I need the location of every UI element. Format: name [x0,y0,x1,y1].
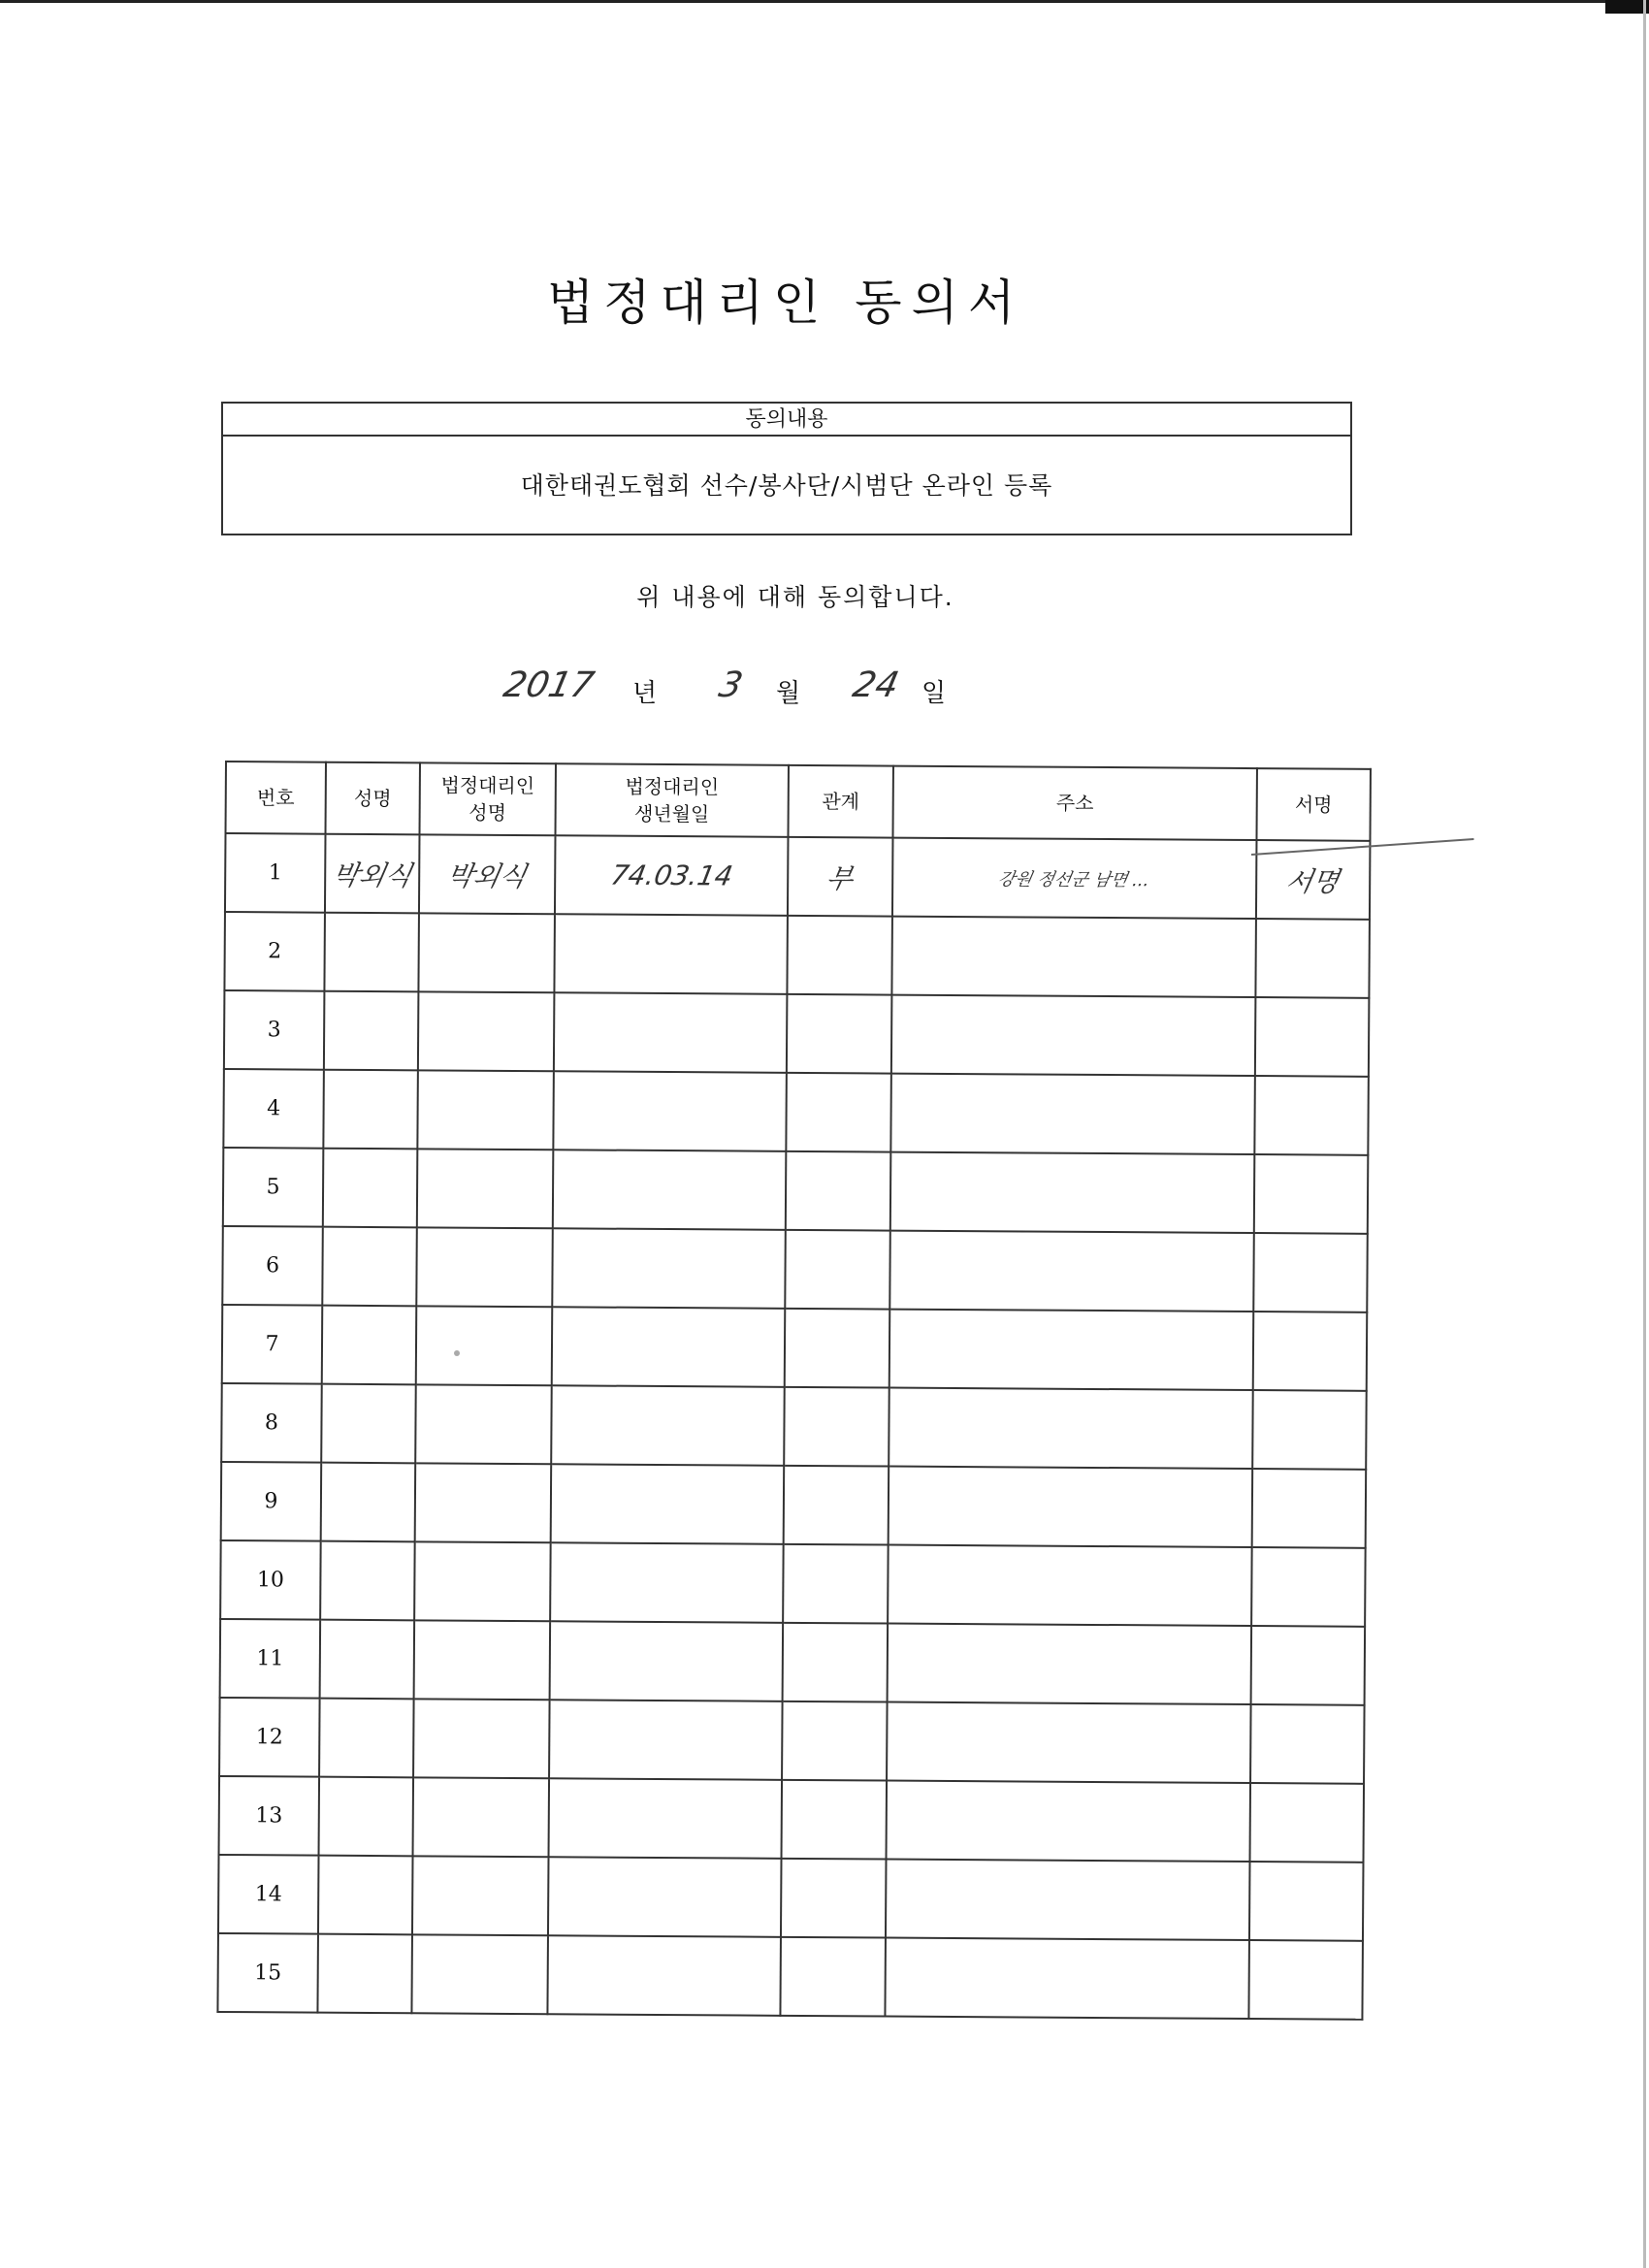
cell-signature [1255,919,1370,998]
cell-guardian-birth [549,1700,783,1780]
cell-guardian-birth [551,1385,785,1466]
table-row [217,1933,1363,2020]
cell-guardian-birth [550,1621,784,1701]
cell-guardian-birth [553,1150,787,1230]
cell-signature [1251,1626,1366,1705]
header-guardian-birth-line2: 생년월일 [633,801,710,826]
cell-guardian-birth [547,1935,781,2016]
cell-name [318,1856,413,1935]
scan-speck [454,1350,460,1356]
cell-relation [784,1387,889,1467]
cell-signature [1252,1469,1367,1548]
date-day: 24 [849,665,903,705]
cell-name [319,1777,414,1857]
cell-no: 5 [223,1148,324,1227]
cell-guardian-name-text: 박외식 [444,859,530,892]
cell-name [322,1306,417,1385]
cell-signature [1252,1390,1367,1470]
cell-relation [782,1780,888,1860]
cell-address-text: 강원 정선군 남면 ... [996,868,1152,891]
cell-guardian-birth [550,1542,784,1623]
header-name: 성명 [326,762,420,835]
cell-signature [1249,1783,1364,1863]
consent-box [221,402,1352,535]
header-guardian-birth [555,763,788,837]
table-row [220,1540,1366,1627]
table-row [221,1462,1367,1548]
cell-guardian-name [412,1856,549,1935]
agreement-statement: 위 내용에 대해 동의합니다. [636,583,954,611]
cell-no: 13 [219,1776,320,1856]
cell-relation [788,837,893,917]
cell-relation [783,1544,889,1624]
cell-no: 15 [217,1933,318,2013]
roster-table-wrap [216,761,1370,2020]
cell-address [887,1702,1251,1783]
cell-no: 9 [221,1462,322,1541]
table-header-row [226,761,1371,841]
cell-guardian-name [416,1306,553,1385]
cell-guardian-name [416,1227,553,1307]
cell-name [324,913,419,992]
cell-address [891,995,1256,1076]
cell-signature [1253,1312,1368,1391]
cell-name [320,1541,415,1621]
cell-address [889,1388,1253,1469]
cell-no: 3 [224,990,325,1070]
cell-guardian-name [413,1699,550,1778]
table-row [225,833,1371,920]
cell-address [888,1545,1252,1626]
cell-no: 6 [222,1226,323,1306]
cell-no: 4 [223,1069,324,1149]
cell-guardian-name [414,1620,551,1700]
cell-name [324,991,419,1071]
cell-signature [1251,1547,1366,1627]
cell-name-text: 박외식 [329,859,415,891]
cell-guardian-name [417,1070,554,1150]
cell-guardian-name [415,1384,552,1464]
table-row [218,1855,1364,1941]
header-guardian-birth-line1: 법정대리인 [625,774,720,799]
header-no: 번호 [226,761,326,834]
header-signature: 서명 [1256,768,1370,841]
cell-relation [782,1701,888,1781]
cell-name [321,1463,416,1542]
cell-signature [1254,1076,1369,1155]
cell-no: 11 [220,1619,321,1699]
cell-relation [781,1859,887,1938]
cell-guardian-name [418,991,555,1071]
consent-heading: 동의내용 [223,404,1350,437]
cell-address [889,1467,1253,1547]
cell-no: 2 [224,912,325,991]
cell-no: 12 [219,1698,320,1777]
cell-signature [1254,1154,1369,1234]
cell-guardian-name [419,834,556,914]
cell-guardian-birth [554,914,788,994]
cell-guardian-birth [548,1857,782,1937]
date-month: 3 [715,665,747,705]
cell-address [886,1860,1250,1940]
cell-guardian-birth-text: 74.03.14 [607,859,735,892]
cell-address [890,1152,1255,1233]
cell-address [889,1310,1254,1390]
date-year-unit: 년 [632,679,658,708]
cell-name [323,1149,418,1228]
table-row [222,1305,1368,1391]
cell-name [317,1934,412,2014]
page-title: 법정대리인 동의서 [546,275,1025,331]
table-row [222,1226,1368,1312]
cell-guardian-birth [549,1778,783,1859]
table-row [224,912,1370,998]
cell-signature-text: 서명 [1283,864,1342,898]
cell-no: 1 [225,833,326,913]
cell-guardian-name [418,913,555,992]
cell-no: 14 [218,1855,319,1934]
cell-relation [786,1073,891,1152]
cell-relation [785,1230,890,1310]
cell-no: 8 [221,1383,322,1463]
header-guardian-name [419,762,555,835]
date-year: 2017 [500,665,598,705]
header-guardian-name-line2: 성명 [469,800,507,825]
table-row [219,1698,1365,1784]
cell-name [319,1699,414,1778]
cell-guardian-birth [554,992,788,1073]
header-relation: 관계 [788,765,892,838]
table-row [223,1148,1369,1234]
header-address: 주소 [892,766,1256,840]
cell-address [891,917,1256,997]
cell-name [323,1070,418,1150]
cell-relation [787,994,892,1074]
cell-relation [784,1466,889,1545]
cell-guardian-birth [552,1307,786,1387]
header-guardian-name-line1: 법정대리인 [440,773,535,798]
cell-address [890,1074,1255,1154]
cell-guardian-name [411,1934,548,2014]
date-day-unit: 일 [922,679,947,708]
date-month-unit: 월 [776,679,801,708]
cell-relation [786,1151,891,1231]
cell-address [885,1938,1249,2019]
date-line [0,665,1649,714]
cell-name [320,1620,415,1700]
cell-signature [1249,1862,1364,1941]
table-row [221,1383,1367,1470]
consent-content: 대한태권도협회 선수/봉사단/시범단 온라인 등록 [520,471,1053,500]
cell-signature [1253,1233,1368,1312]
table-row [220,1619,1366,1705]
cell-name [321,1384,416,1464]
cell-signature [1248,1940,1363,2020]
cell-guardian-name [417,1149,554,1228]
cell-signature [1255,997,1370,1077]
cell-guardian-name [415,1463,552,1542]
cell-guardian-birth [555,835,789,916]
cell-guardian-birth [551,1464,785,1544]
roster-table [216,761,1372,2021]
cell-address [889,1231,1254,1312]
cell-guardian-birth [553,1071,787,1151]
cell-relation [787,916,892,995]
cell-relation [785,1309,890,1388]
cell-relation [780,1937,886,2017]
cell-address [887,1781,1251,1862]
cell-guardian-name [414,1541,551,1621]
cell-guardian-birth [552,1228,786,1309]
table-row [219,1776,1365,1863]
cell-relation [783,1623,889,1702]
cell-name [325,834,420,914]
cell-name [322,1227,417,1307]
cell-no: 10 [220,1540,321,1620]
scan-edge-top [0,0,1649,3]
table-row [224,990,1370,1077]
cell-no: 7 [222,1305,323,1384]
cell-address [892,838,1257,919]
scan-edge-right [1643,0,1646,2268]
table-row [223,1069,1369,1155]
cell-signature [1250,1704,1365,1784]
cell-address [888,1624,1252,1704]
cell-relation-text: 부 [824,861,857,894]
cell-guardian-name [413,1777,550,1857]
